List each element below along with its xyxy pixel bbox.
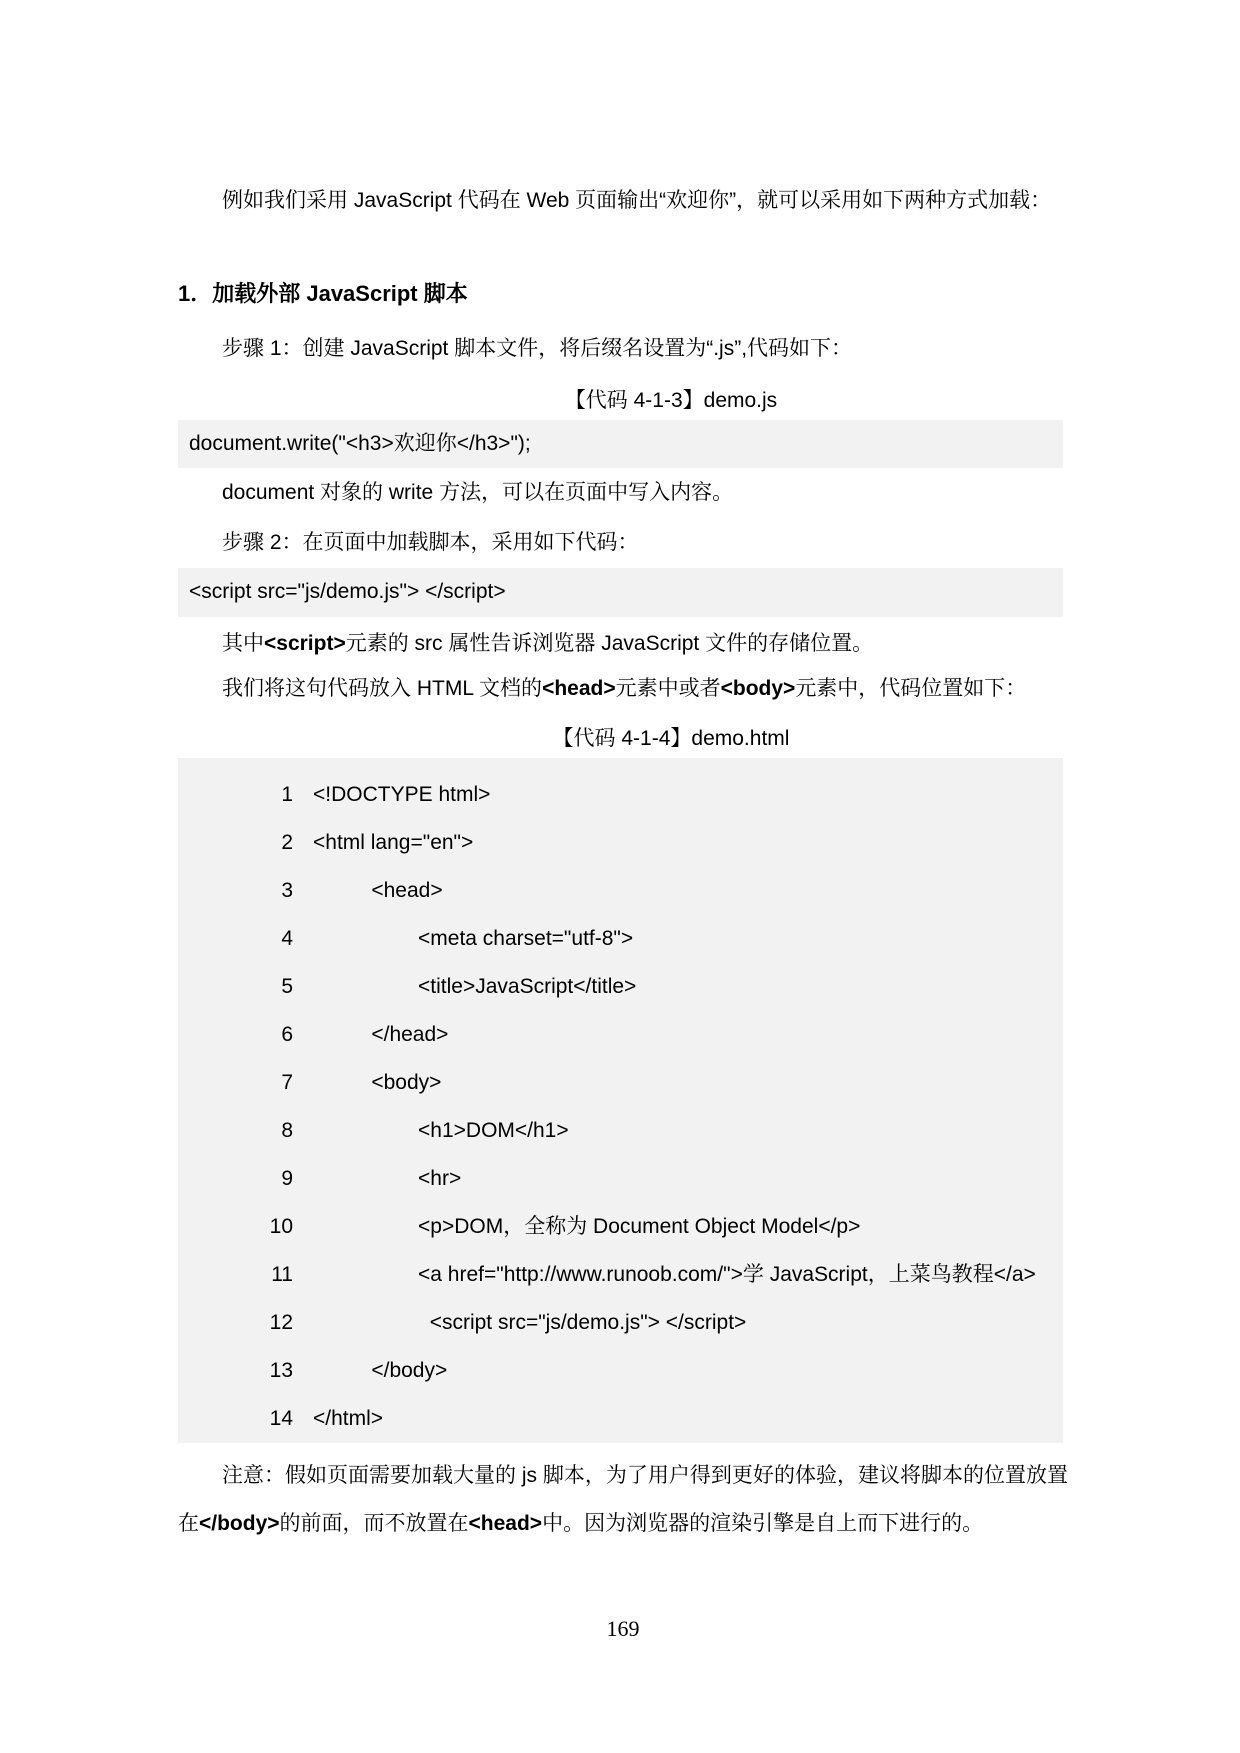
- text-segment: 注意：假如页面需要加载大量的 js 脚本，为了用户得到更好的体验，建议将脚本的位置放置在: [178, 1464, 1068, 1535]
- page-number: 169: [606, 1616, 640, 1641]
- line-number: 4: [281, 927, 293, 950]
- line-number: 5: [281, 975, 293, 998]
- code-text: <hr>: [313, 1167, 462, 1190]
- src-note-paragraph: [178, 620, 1068, 668]
- text-segment: 我们将这句代码放入 HTML 文档的: [222, 677, 543, 700]
- code-text: <body>: [313, 1071, 442, 1094]
- code-block-demo-js: document.write("<h3>欢迎你</h3>");: [178, 420, 1063, 468]
- text-segment: 元素中或者: [615, 677, 721, 700]
- code-line: [178, 771, 1063, 819]
- code-line: [178, 1155, 1063, 1203]
- head-tag-text: <head>: [542, 677, 616, 700]
- line-number: 11: [271, 1263, 293, 1286]
- line-number: 6: [281, 1023, 293, 1046]
- code-line: [178, 963, 1063, 1011]
- line-number: 14: [269, 1407, 293, 1430]
- code-line: [178, 1203, 1063, 1251]
- code-text: <h1>DOM</h1>: [313, 1119, 569, 1142]
- code-line: [178, 1251, 1063, 1299]
- line-number: 13: [269, 1359, 293, 1382]
- text-segment: 元素的 src 属性告诉浏览器 JavaScript 文件的存储位置。: [345, 632, 874, 655]
- head-tag-text: <head>: [468, 1511, 543, 1535]
- code-text: </head>: [313, 1023, 449, 1046]
- code-text: <!DOCTYPE html>: [313, 783, 491, 806]
- docwrite-note-paragraph: document 对象的 write 方法，可以在页面中写入内容。: [222, 481, 734, 504]
- code-caption-demo-js: 【代码 4-1-3】demo.js: [564, 389, 778, 412]
- code-line: [178, 1347, 1063, 1395]
- line-number: 10: [269, 1215, 293, 1238]
- line-number: 3: [281, 879, 293, 902]
- code-text: <p>DOM，全称为 Document Object Model</p>: [313, 1215, 861, 1238]
- code-text: <meta charset="utf-8">: [313, 927, 634, 950]
- placement-paragraph: [178, 665, 1068, 713]
- body-tag-text: <body>: [720, 677, 796, 700]
- code-line: [178, 819, 1063, 867]
- line-number: 8: [281, 1119, 293, 1142]
- code-text: <head>: [313, 879, 443, 902]
- code-line: [178, 1107, 1063, 1155]
- code-text: <script src="js/demo.js"> </script>: [313, 1311, 747, 1334]
- script-tag-text: <script>: [264, 632, 346, 655]
- closing-body-tag-text: </body>: [199, 1511, 280, 1535]
- code-listing-demo-html: [178, 758, 1063, 1443]
- text-segment: 其中: [222, 632, 264, 655]
- code-line: [178, 1059, 1063, 1107]
- code-block-script-tag: <script src="js/demo.js"> </script>: [178, 568, 1063, 617]
- line-number: 7: [281, 1071, 293, 1094]
- code-line: [178, 1011, 1063, 1059]
- note-paragraph: [178, 1452, 1068, 1547]
- line-number: 2: [281, 831, 293, 854]
- section-heading: 1．加载外部 JavaScript 脚本: [178, 281, 468, 306]
- code-line: [178, 867, 1063, 915]
- text-segment: 的前面，而不放置在: [279, 1511, 469, 1535]
- code-text: <a href="http://www.runoob.com/">学 JavaScript，上菜鸟教程</a>: [313, 1263, 1036, 1286]
- code-text: <html lang="en">: [313, 831, 474, 854]
- step1-paragraph: 步骤 1：创建 JavaScript 脚本文件，将后缀名设置为“.js”,代码如下：: [222, 337, 853, 360]
- text-segment: 元素中，代码位置如下：: [795, 677, 1027, 700]
- code-line: [178, 915, 1063, 963]
- line-number: 12: [269, 1311, 293, 1334]
- code-text: </body>: [313, 1359, 448, 1382]
- code-text: <title>JavaScript</title>: [313, 975, 637, 998]
- text-segment: 中。因为浏览器的渲染引擎是自上而下进行的。: [542, 1511, 984, 1535]
- step2-paragraph: 步骤 2：在页面中加载脚本，采用如下代码：: [222, 531, 639, 554]
- code-caption-demo-html: 【代码 4-1-4】demo.html: [552, 727, 790, 750]
- code-line: [178, 1395, 1063, 1443]
- line-number: 9: [281, 1167, 293, 1190]
- line-number: 1: [281, 783, 293, 806]
- intro-paragraph: 例如我们采用 JavaScript 代码在 Web 页面输出“欢迎你”，就可以采用如下两种方式加载：: [222, 189, 1052, 212]
- code-text: </html>: [313, 1407, 384, 1430]
- code-line: [178, 1299, 1063, 1347]
